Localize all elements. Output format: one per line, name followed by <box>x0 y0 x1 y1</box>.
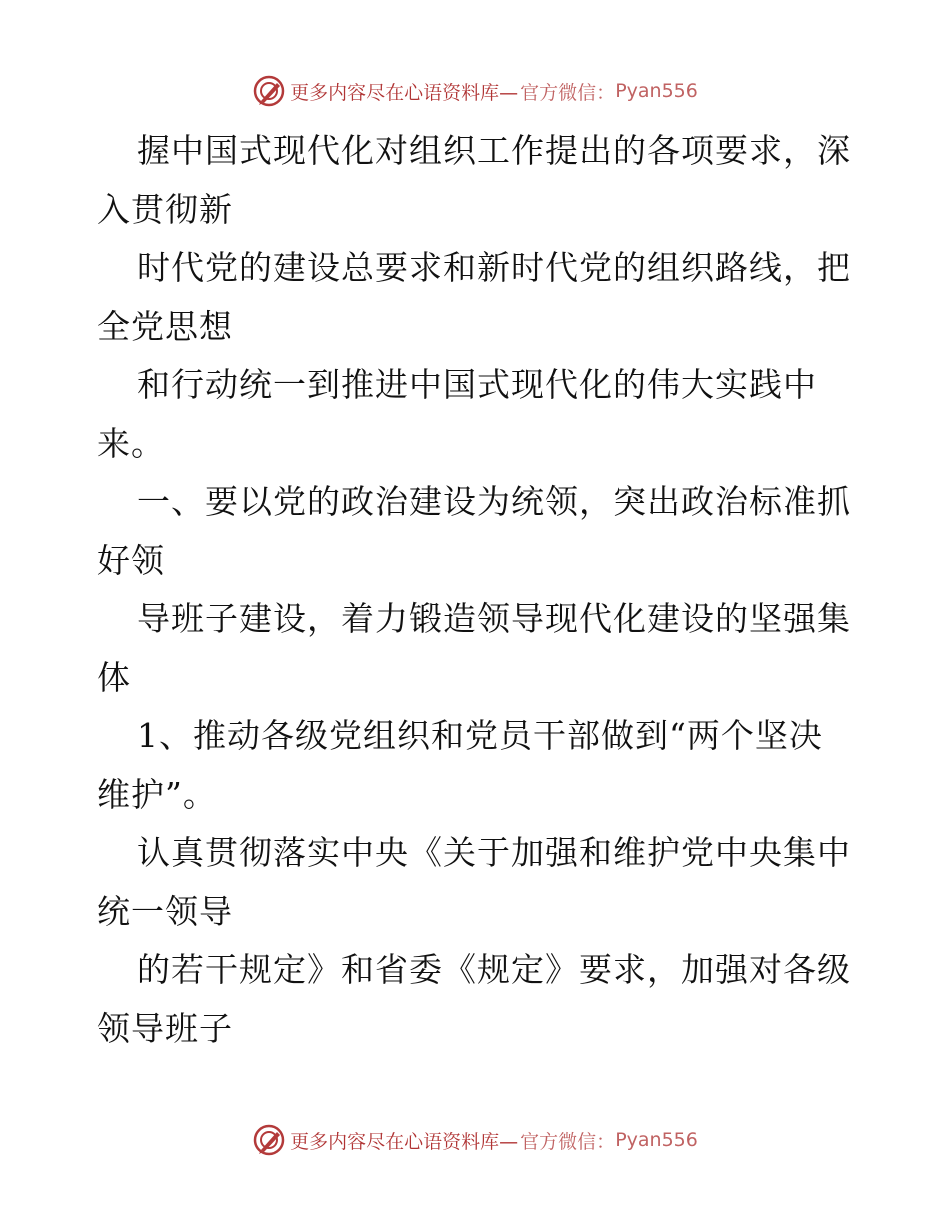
text-line: 握中国式现代化对组织工作提出的各项要求，深 <box>137 131 851 170</box>
watermark-wechat-id: Pyan556 <box>615 80 698 102</box>
text-line: 全党思想 <box>97 306 233 346</box>
text-line: 来。 <box>97 423 165 463</box>
watermark-text: 更多内容尽在心语资料库— <box>290 1130 519 1153</box>
text-line: 统一领导 <box>97 891 233 931</box>
text-line: 时代党的建设总要求和新时代党的组织路线，把 <box>137 248 851 287</box>
text-line: 认真贯彻落实中央《关于加强和维护党中央集中 <box>137 833 851 872</box>
text-line: 好领 <box>97 540 165 580</box>
footer-watermark <box>0 1120 950 1160</box>
watermark-wechat-label: 官方微信： <box>520 81 616 104</box>
watermark-wechat-label: 官方微信： <box>520 1130 616 1153</box>
pen-logo-icon <box>252 74 286 108</box>
text-line: 体 <box>97 657 131 697</box>
text-line: 入贯彻新 <box>97 189 233 229</box>
text-line: 维护”。 <box>97 774 217 814</box>
text-line: 和行动统一到推进中国式现代化的伟大实践中 <box>137 365 817 404</box>
text-line: 一、要以党的政治建设为统领，突出政治标准抓 <box>137 482 851 521</box>
text-line: 导班子建设，着力锻造领导现代化建设的坚强集 <box>137 599 851 638</box>
text-line: 1、推动各级党组织和党员干部做到“两个坚决 <box>137 716 823 755</box>
watermark-text: 更多内容尽在心语资料库— <box>290 81 519 104</box>
text-line: 领导班子 <box>97 1008 233 1048</box>
document-body <box>97 122 857 1058</box>
header-watermark <box>0 71 950 111</box>
pen-logo-icon <box>252 1123 286 1157</box>
watermark-wechat-id: Pyan556 <box>615 1129 698 1151</box>
text-line: 的若干规定》和省委《规定》要求，加强对各级 <box>137 950 851 989</box>
